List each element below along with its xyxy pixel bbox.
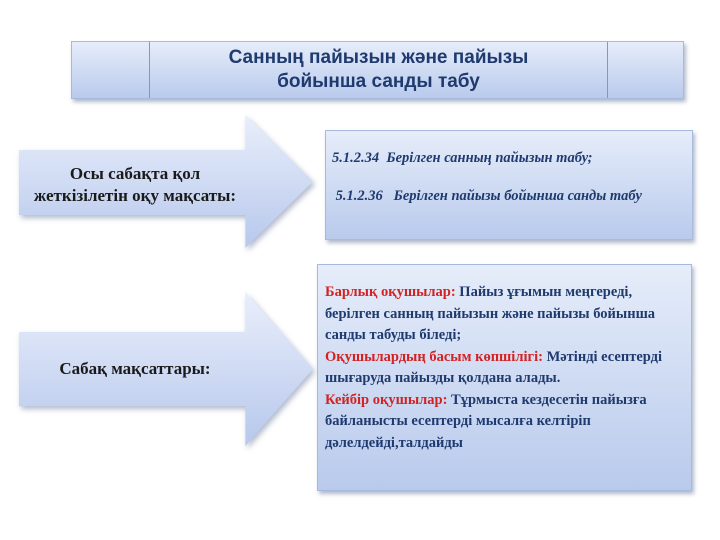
page-title-line-1: Санның пайызын және пайызы (228, 47, 529, 68)
objectives-arrow-label-line-2: жеткізілетін оқу мақсаты: (33, 186, 237, 205)
goals-arrow (19, 292, 313, 446)
goal-item-most-students (325, 347, 683, 390)
goals-arrow-label: Сабақ мақсаттары: (59, 359, 211, 378)
objectives-arrow-label-line-1: Осы сабақта қол (69, 164, 201, 183)
goal-item-some-students (325, 390, 683, 455)
goal-group-label: Кейбір оқушылар: (325, 391, 448, 408)
page-title (150, 42, 607, 98)
title-bar (71, 41, 684, 99)
objective-item-2: 5.1.2.36 Берілген пайызы бойынша санды табу (332, 188, 642, 204)
goal-text: Тұрмыста кездесетін пайызға байланысты есептерді мысалға келтіріп дәлелдейді,талдайды (325, 391, 647, 451)
title-bar-left-cell (72, 42, 150, 98)
goal-group-label: Барлық оқушылар: (325, 284, 456, 300)
goal-group-label: Оқушылардың басым көпшілігі: (325, 348, 543, 365)
goal-item-all-students (325, 282, 683, 347)
title-bar-right-cell (607, 42, 683, 98)
goal-text: Пайыз ұғымын меңгереді, берілген санның пайызын және пайызы бойынша санды табуды біледі; (325, 284, 656, 343)
objectives-arrow-label (19, 163, 251, 207)
objectives-arrow (19, 115, 313, 248)
page-title-line-2: бойынша санды табу (277, 71, 480, 92)
objectives-box (325, 130, 693, 240)
objective-spacer (332, 168, 682, 186)
goals-box (317, 264, 692, 491)
objective-item-1: 5.1.2.34 Берілген санның пайызын табу; (332, 150, 593, 166)
goal-text: Мәтінді есептерді шығаруда пайызды қолдана алады. (325, 348, 662, 386)
